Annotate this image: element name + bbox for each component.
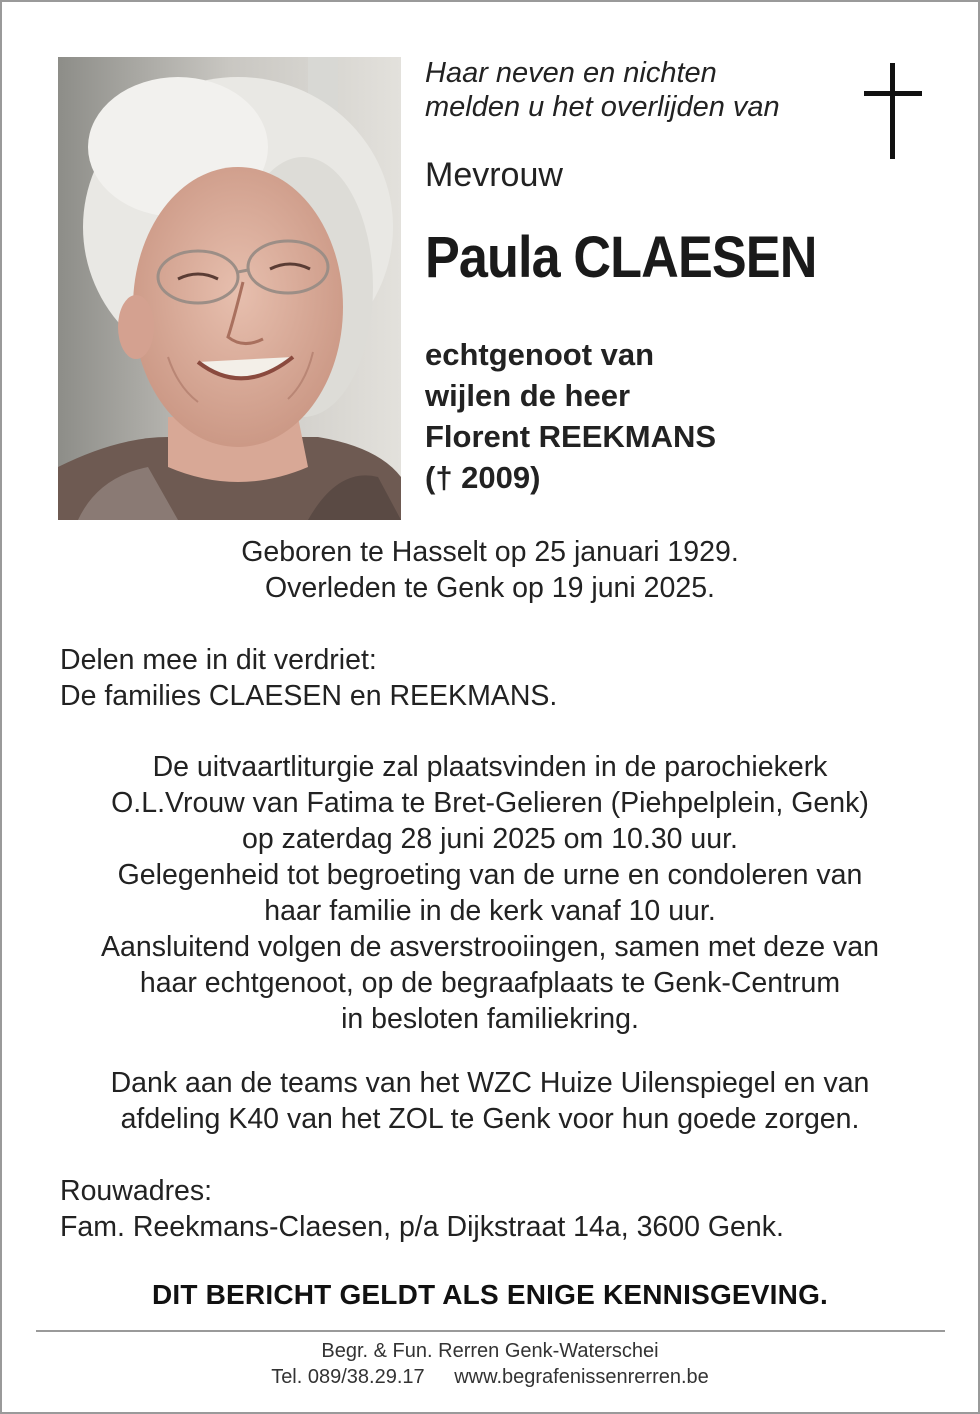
spouse-line-3: Florent REEKMANS [425, 419, 717, 454]
mourners-line-2: De families CLAESEN en REEKMANS. [60, 680, 558, 712]
intro-line-1: Haar neven en nichten [425, 57, 717, 89]
death-line: Overleden te Genk op 19 juni 2025. [265, 572, 715, 604]
thanks-line: Dank aan de teams van het WZC Huize Uilenspiegel en van [110, 1067, 870, 1099]
intro-line-2: melden u het overlijden van [425, 91, 780, 123]
notice-text: DIT BERICHT GELDT ALS ENIGE KENNISGEVING. [151, 1279, 829, 1310]
spouse-line-1: echtgenoot van [425, 337, 655, 372]
funeral-line: op zaterdag 28 juni 2025 om 10.30 uur. [242, 823, 738, 855]
funeral-details [0, 749, 980, 1037]
funeral-line: O.L.Vrouw van Fatima te Bret-Gelieren (Piehpelplein, Genk) [111, 787, 869, 819]
mourners-block [60, 642, 557, 714]
funeral-line: haar familie in de kerk vanaf 10 uur. [264, 895, 716, 927]
funeral-line: Aansluitend volgen de asverstrooiingen, samen met deze van [101, 931, 879, 963]
footer [0, 1338, 980, 1390]
spouse-line-4: († 2009) [425, 460, 541, 495]
spouse-info [425, 334, 716, 498]
cross-icon [864, 63, 922, 159]
funeral-line: haar echtgenoot, op de begraafplaats te Genk-Centrum [139, 967, 841, 999]
salutation: Mevrouw [425, 156, 563, 194]
footer-contact [0, 1364, 980, 1390]
spouse-line-2: wijlen de heer [425, 378, 631, 413]
funeral-home-name: Begr. & Fun. Rerren Genk-Waterschei [321, 1340, 659, 1362]
funeral-line: in besloten familiekring. [341, 1003, 639, 1035]
mourners-line-1: Delen mee in dit verdriet: [60, 644, 377, 676]
address-value: Fam. Reekmans-Claesen, p/a Dijkstraat 14a, 3600 Genk. [60, 1211, 784, 1243]
address-block [60, 1173, 784, 1245]
footer-website[interactable]: www.begrafenissenrerren.be [454, 1366, 709, 1388]
footer-phone: Tel. 089/38.29.17 [271, 1366, 425, 1388]
portrait-photo [58, 57, 401, 520]
birth-line: Geboren te Hasselt op 25 januari 1929. [241, 536, 739, 568]
deceased-name: Paula CLAESEN [425, 225, 817, 290]
thanks-line: afdeling K40 van het ZOL te Genk voor hun goede zorgen. [120, 1103, 860, 1135]
thanks-block [0, 1065, 980, 1137]
intro-text [425, 56, 780, 124]
footer-divider [36, 1330, 945, 1332]
address-label: Rouwadres: [60, 1175, 213, 1207]
funeral-line: De uitvaartliturgie zal plaatsvinden in de parochiekerk [152, 751, 828, 783]
funeral-line: Gelegenheid tot begroeting van de urne en condoleren van [117, 859, 863, 891]
birth-death-dates [0, 534, 980, 606]
